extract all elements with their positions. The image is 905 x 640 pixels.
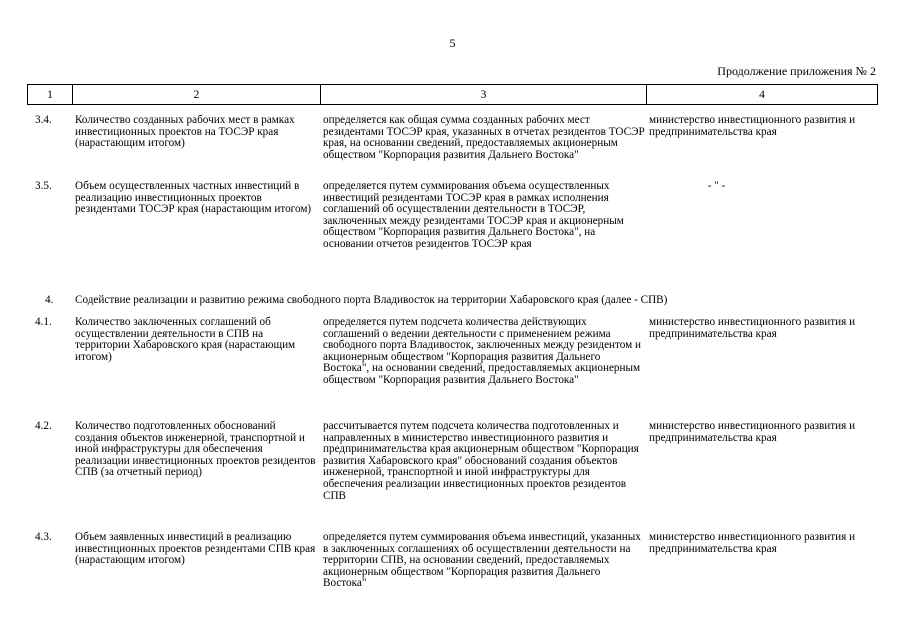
indicator-name: Объем заявленных инвестиций в реализацию инвестиционных проектов резидентами СПВ края (нарастающим итогом) bbox=[75, 531, 316, 567]
section-number: 4. bbox=[45, 294, 54, 306]
calculation-method: определяется путем суммирования объема инвестиций, указанных в заключенных соглашениях об осуществлении деятельности на территории СПВ, на основании сведений, предоставляемых акционерным обществом "Корпорация развития Дальнего Востока" bbox=[323, 531, 641, 590]
page-number: 5 bbox=[449, 36, 456, 50]
row-number: 3.4. bbox=[35, 114, 52, 126]
calculation-method: определяется путем суммирования объема осуществленных инвестиций резидентами ТОСЭР края в рамках исполнения соглашений об осуществлении деятельности в ТОСЭР, заключенных между резидентами ТОСЭР края и акционерным обществом "Корпорация развития Дальнего Востока", на основании отчетов резидентов ТОСЭР края bbox=[323, 180, 624, 250]
row-number: 4.1. bbox=[35, 316, 52, 328]
header-col-2: 2 bbox=[72, 85, 320, 104]
row-number: 3.5. bbox=[35, 180, 52, 192]
table-row bbox=[27, 532, 878, 590]
responsible-body: министерство инвестиционного развития и предпринимательства края bbox=[649, 531, 856, 555]
header-col-1: 1 bbox=[47, 88, 53, 101]
row-number: 4.3. bbox=[35, 531, 52, 543]
calculation-method: рассчитывается путем подсчета количества подготовленных и направленных в министерство инвестиционного развития и предпринимательства края акционерным обществом "Корпорация развития Хабаровского края" обоснований создания объектов инженерной, транспортной и иной инфраструктуры для обеспечения реализации инвестиционных проектов резидентов СПВ bbox=[323, 420, 639, 502]
table-row bbox=[27, 115, 878, 161]
responsible-body: министерство инвестиционного развития и предпринимательства края bbox=[649, 420, 856, 444]
indicator-name: Количество созданных рабочих мест в рамках инвестиционных проектов на ТОСЭР края (нарастающим итогом) bbox=[75, 114, 295, 150]
responsible-body: министерство инвестиционного развития и предпринимательства края bbox=[649, 114, 856, 138]
calculation-method: определяется как общая сумма созданных рабочих мест резидентами ТОСЭР края, указанных в отчетах резидентов ТОСЭР края, на основании сведений, предоставляемых акционерным обществом "Корпорация развития Дальнего Востока" bbox=[323, 114, 645, 161]
responsible-body: - " - bbox=[707, 180, 726, 192]
calculation-method: определяется путем подсчета количества действующих соглашений о ведении деятельности с применением режима свободного порта Владивосток, заключенных между резидентом и акционерным обществом "Корпорация развития Дальнего Востока", на основании сведений, предоставляемых акционерным обществом "Корпорация развития Дальнего Востока" bbox=[323, 316, 642, 386]
continuation-label: Продолжение приложения № 2 bbox=[717, 64, 876, 78]
indicator-name: Количество подготовленных обоснований создания объектов инженерной, транспортной и иной инфраструктуры для обеспечения реализации инвестиционных проектов резидентов СПВ (за отчетный период) bbox=[75, 420, 316, 479]
indicator-name: Количество заключенных соглашений об осуществлении деятельности в СПВ на территории Хабаровского края (нарастающим итогом) bbox=[75, 316, 296, 363]
section-heading bbox=[27, 294, 878, 306]
table-row bbox=[27, 317, 878, 387]
header-col-4: 4 bbox=[646, 85, 877, 104]
table-row bbox=[27, 181, 878, 251]
table-row bbox=[27, 421, 878, 502]
responsible-body: министерство инвестиционного развития и предпринимательства края bbox=[649, 316, 856, 340]
table-header bbox=[27, 84, 878, 105]
indicator-name: Объем осуществленных частных инвестиций в реализацию инвестиционных проектов резидентами ТОСЭР края (нарастающим итогом) bbox=[75, 180, 312, 216]
section-title: Содействие реализации и развитию режима свободного порта Владивосток на территории Хабаровского края (далее - СПВ) bbox=[75, 294, 668, 306]
row-number: 4.2. bbox=[35, 420, 52, 432]
header-col-3: 3 bbox=[320, 85, 646, 104]
